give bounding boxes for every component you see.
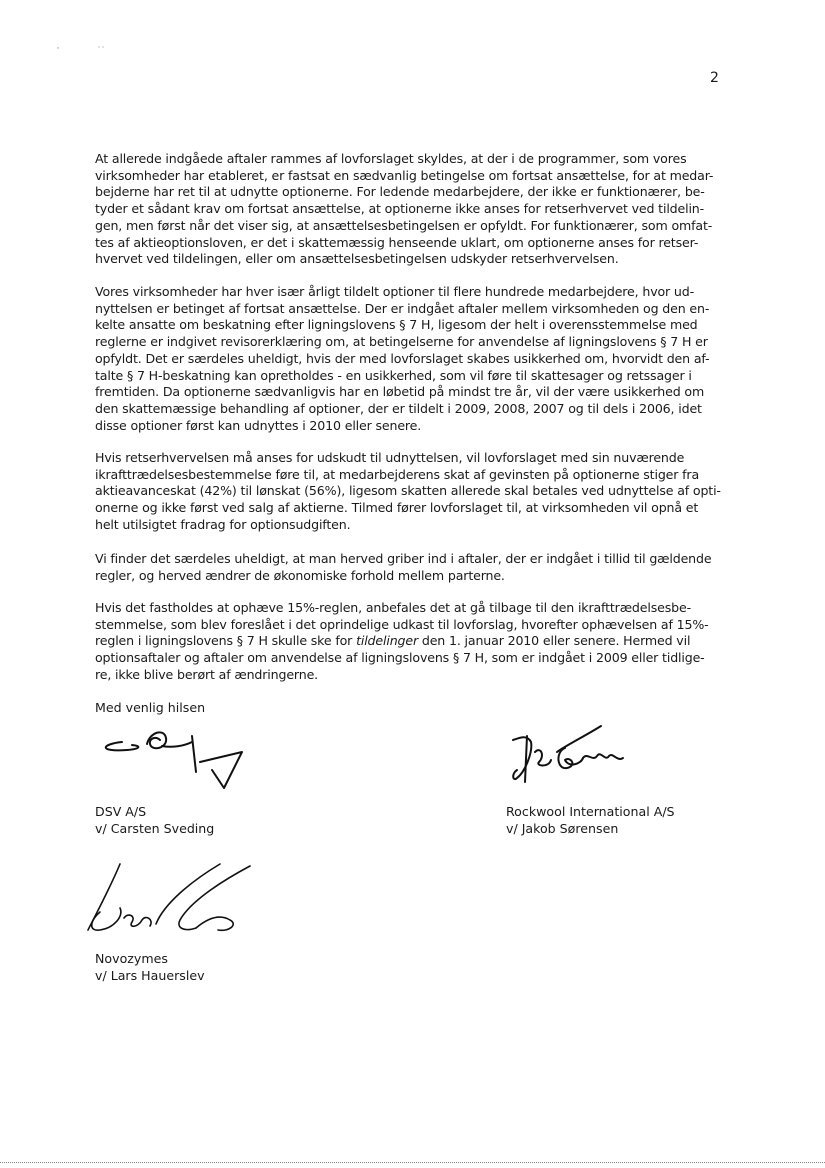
paragraph-5-before: Hvis det fastholdes at ophæve 15%-reglen, anbefales det at gå tilbage til den ikrafttrædelsesbe- stemmelse, som blev foreslået i det oprindelige udkast til lovforslag, hvorefter ophævelsen af 15%- reglen i ligningslovens § 7 H skulle ske for: [95, 600, 709, 649]
signature-carsten-sveding: [92, 722, 262, 801]
signature-lars-hauerslev: [80, 858, 270, 942]
signatory-person: v/ Lars Hauerslev: [95, 968, 205, 983]
scan-bottom-edge: [0, 1162, 825, 1163]
scan-specks: [55, 44, 115, 52]
signatory-novozymes: [95, 950, 205, 984]
paragraph-5-emphasis: tildelinger: [356, 633, 418, 649]
signatory-company: Rockwool International A/S: [506, 804, 675, 819]
paragraph-5: [95, 600, 725, 684]
signature-jakob-sorensen: [505, 722, 635, 801]
signatory-company: DSV A/S: [95, 804, 147, 819]
signatory-dsv: [95, 803, 214, 837]
signatory-rockwool: [506, 803, 675, 837]
paragraph-5-after: den 1. januar 2010 eller senere. Hermed vil optionsaftaler og aftaler om anvendelse af ligningslovens § 7 H, som er indgået i 2009 eller tidlige- re, ikke blive berørt af ændringerne.: [95, 633, 705, 682]
signatory-person: v/ Jakob Sørensen: [506, 821, 619, 836]
page-number: 2: [710, 70, 719, 86]
signatory-company: Novozymes: [95, 951, 168, 966]
paragraph-4: Vi finder det særdeles uheldigt, at man herved griber ind i aftaler, der er indgået i tillid til gældende regler, og herved ændrer de økonomiske forhold mellem parterne.: [95, 551, 712, 583]
paragraph-3: Hvis retserhvervelsen må anses for udskudt til udnyttelsen, vil lovforslaget med sin nuværende ikrafttrædelsesbestemmelse føre til, at medarbejderens skat af gevinsten på optionerne stiger fra aktieavanceskat (42%) til lønskat (56%), ligesom skatten allerede skal betales ved udnyttelse af opti- onerne og ikke først ved salg af aktierne. Tilmed fører lovforslaget til, at virksomheden vil opnå et helt utilsigtet fradrag for optionsudgiften.: [95, 450, 721, 532]
signatory-person: v/ Carsten Sveding: [95, 821, 215, 836]
paragraph-2: Vores virksomheder har hver især årligt tildelt optioner til flere hundrede medarbejdere, hvor ud- nyttelsen er betinget af fortsat ansættelse. Der er indgået aftaler mellem virksomheden og den en- kelte ansatte om beskatning efter ligningslovens § 7 H, ligesom der helt i overensstemmelse med reglerne er indgivet revisorerklæring om, at betingelserne for anvendelse af ligningslovens § 7 H er opfyldt. Det er særdeles uheldigt, hvis der med lovforslaget skabes usikkerhed om, hvorvidt den af- talte § 7 H-beskatning kan opretholdes - en usikkerhed, som vil føre til skattesager og retssager i fremtiden. Da optionerne sædvanligvis har en løbetid på mindst tre år, vil der være usikkerhed om den skattemæssige behandling af optioner, der er tildelt i 2009, 2008, 2007 og til dels i 2006, idet disse optioner først kan udnyttes i 2010 eller senere.: [95, 284, 710, 433]
closing-greeting: Med venlig hilsen: [95, 700, 206, 715]
paragraph-1: At allerede indgåede aftaler rammes af lovforslaget skyldes, at der i de programmer, som vores virksomheder har etableret, er fastsat en sædvanlig betingelse om fortsat ansættelse, for at medar- bejderne har ret til at udnytte optionerne. For ledende medarbejdere, der ikke er funktionærer, be- tyder et sådant krav om fortsat ansættelse, at optionerne ikke anses for retserhvervet ved tildelin- gen, men først når det viser sig, at ansættelsesbetingelsen er opfyldt. For funktionærer, som omfat- tes af aktieoptionsloven, er det i skattemæssig henseende uklart, om optionerne anses for retser- hvervet ved tildelingen, eller om ansættelsesbetingelsen udskyder retserhvervelsen.: [95, 151, 714, 267]
